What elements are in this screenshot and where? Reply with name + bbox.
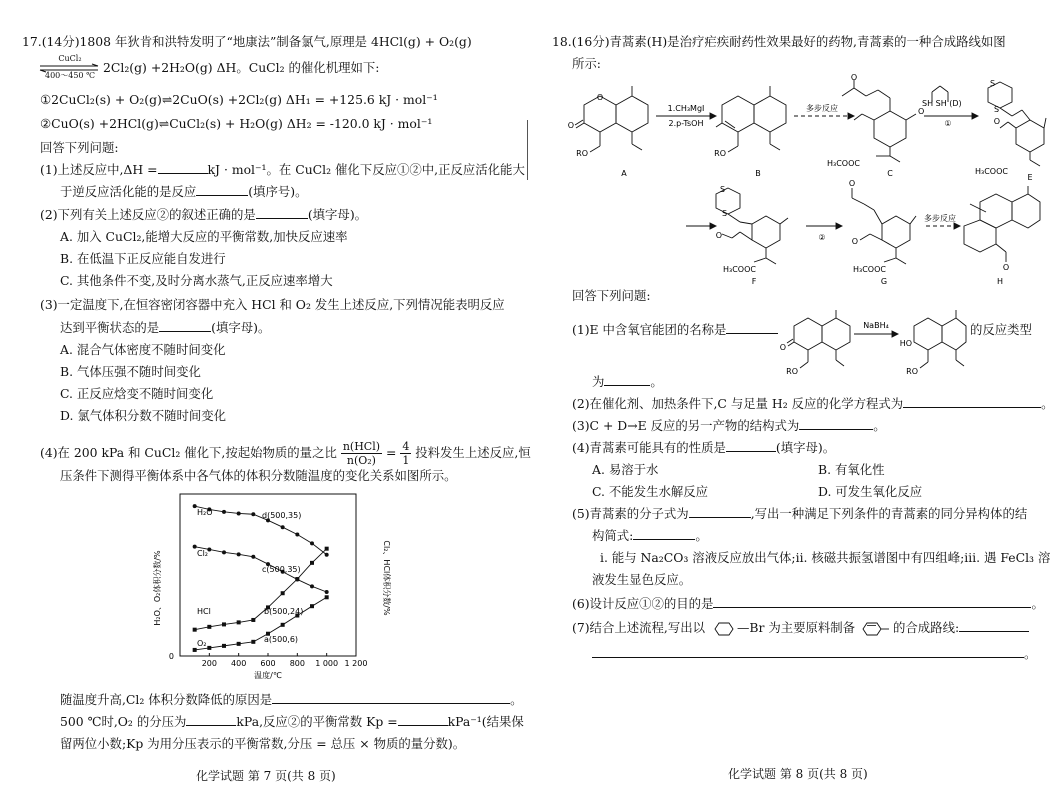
q18-part5-conditions-2: 液发生显色反应。 (592, 572, 692, 587)
answer-blank (604, 375, 650, 386)
q18-7-text-b: —Br 为主要原料制备 (736, 620, 856, 635)
answer-blank (726, 441, 776, 452)
data-point (325, 590, 329, 594)
data-point (325, 595, 329, 599)
oxygen-label: O (715, 231, 722, 240)
oxygen-label: O (848, 179, 856, 188)
answer-blank (592, 647, 1024, 658)
q17-part4-line4 (60, 714, 524, 731)
data-point (310, 604, 314, 608)
answer-blank (959, 621, 1029, 632)
mechanism-equation-2: ②CuO(s) +2HCl(g)⇌CuCl₂(s) + H₂O(g) ΔH₂ = -120.0 kJ · mol⁻¹ (40, 116, 433, 131)
y-axis-label-right: Cl₂、HCl体积分数/% (382, 540, 391, 616)
sulfur-label: S (994, 105, 1000, 114)
ratio-numerator: 4 (402, 440, 410, 453)
oxygen-label: O (596, 93, 604, 102)
option-C: C. 正反应焓变不随时间变化 (60, 386, 214, 401)
ester-label: H₃COOC (827, 159, 860, 168)
reagent-ch3mgi: 1.CH₃MgI (667, 104, 705, 113)
x-tick-label: 400 (231, 659, 247, 668)
q18-heading: 18.(16分)青蒿素(H)是治疗疟疾耐药性效果最好的药物,青蒿素的一种合成路线如图 (552, 34, 1006, 49)
x-tick-label: 600 (260, 659, 276, 668)
data-point (295, 533, 299, 537)
data-point (222, 622, 226, 626)
q18-1-text-a: (1)E 中含氧官能团的名称是 (572, 322, 727, 337)
reagent-nabh4: NaBH₄ (863, 321, 889, 330)
label-C: C (887, 169, 893, 178)
answer-blank (713, 597, 1031, 608)
oxygen-label: O (993, 117, 1000, 126)
q17-part4-line3: 随温度升高,Cl₂ 体积分数降低的原因是 。 (60, 692, 523, 707)
option-A: A. 加入 CuCl₂,能增大反应的平衡常数,加快反应速率 (60, 229, 348, 244)
q18-heading-2: 所示: (572, 56, 601, 71)
answer-blank (158, 163, 208, 174)
data-point (222, 550, 226, 554)
answer-blank (726, 323, 778, 334)
option-D: D. 可发生氧化反应 (818, 484, 923, 499)
data-point (310, 584, 314, 588)
q18-part5-line1 (572, 506, 1027, 523)
data-point (207, 625, 211, 629)
oxygen-label: O (851, 237, 858, 246)
data-point (295, 577, 299, 581)
q17-3-tail: (填字母)。 (211, 320, 271, 335)
q18-7-text-c: 的合成路线: (893, 620, 960, 635)
q18-2-text: (2)在催化剂、加热条件下,C 与足量 H₂ 反应的化学方程式为 (572, 396, 904, 411)
step-1-marker: ① (944, 119, 952, 128)
oxygen-label: O (850, 73, 858, 82)
q17-part3-line1: (3)一定温度下,在恒容密闭容器中充入 HCl 和 O₂ 发生上述反应,下列情况能表明反应 (40, 297, 505, 312)
label-H: H (996, 277, 1004, 286)
option-B: B. 在低温下正反应能自发进行 (60, 251, 226, 266)
molecule-H (964, 186, 1040, 262)
q18-part6: (6)设计反应①②的目的是 。 (572, 596, 1044, 611)
sulfur-label: S (722, 209, 728, 218)
q17-4-text-b: 投料发生上述反应,恒 (415, 445, 531, 461)
data-point (207, 646, 211, 650)
data-point (251, 512, 255, 516)
q18-5-text-a: (5)青蒿素的分子式为 (572, 506, 689, 521)
ro-label: RO (714, 149, 726, 158)
q17-part4-line5: 留两位小数;Kp 为用分压表示的平衡常数,分压 = 总压 × 物质的量分数)。 (60, 736, 466, 751)
option-A: A. 易溶于水 (592, 462, 659, 477)
series-line-1 (195, 547, 327, 592)
temperature-condition: 400～450 ℃ (44, 71, 96, 80)
answer-blank (196, 185, 248, 196)
q18-4-text: (4)青蒿素可能具有的性质是 (572, 440, 726, 455)
q17-part3-line2 (60, 320, 270, 337)
q18-part7 (572, 620, 1029, 637)
label-B: B (755, 169, 761, 178)
oxygen-label: O (567, 121, 574, 130)
answer-blank (689, 507, 751, 518)
q17-part4-line1 (40, 440, 531, 467)
series-label-cl2: Cl₂ (197, 549, 209, 558)
molecule-C (842, 80, 916, 162)
q17-part1-line2 (60, 184, 308, 201)
q18-5-text-c: 构简式: (592, 528, 634, 543)
q18-4-tail: (填字母)。 (775, 440, 836, 455)
answer-prompt: 回答下列问题: (40, 140, 119, 155)
q17-part4-line2: 压条件下测得平衡体系中各气体的体积分数随温度的变化关系如图所示。 (60, 468, 457, 483)
series-label-hcl: HCl (197, 607, 211, 616)
hydroxyl-label: HO (899, 339, 912, 348)
label-A: A (621, 169, 627, 178)
q18-1-text-c: 为 (592, 374, 605, 389)
answer-blank (186, 715, 236, 726)
equilibrium-chart (140, 488, 400, 680)
q18-6-text: (6)设计反应①②的目的是 (572, 596, 714, 611)
y-axis-label-left: H₂O、O₂体积分数/% (153, 550, 162, 626)
answer-blank (159, 321, 211, 332)
option-A: A. 混合气体密度不随时间变化 (60, 342, 226, 357)
data-point (237, 642, 241, 646)
point-label-c: c(500,35) (262, 565, 301, 574)
cyclohexyl-ring-icon (709, 621, 737, 637)
q18-part4 (572, 440, 835, 457)
step-2-marker: ② (818, 233, 826, 242)
data-point (237, 552, 241, 556)
label-E: E (1027, 173, 1033, 182)
answer-blank (903, 397, 1041, 408)
q17-1-text-b: kJ · mol⁻¹。在 CuCl₂ 催化下反应①②中,正反应活化能大 (207, 162, 525, 177)
option-B: B. 有氧化性 (818, 462, 885, 477)
fraction (341, 440, 382, 467)
ester-label: H₃COOC (723, 265, 756, 274)
q17-4-text-e1: 500 ℃时,O₂ 的分压为 (60, 714, 187, 729)
q18-part7-line2: 。 (592, 646, 1036, 663)
left-page-footer: 化学试题 第 7 页(共 8 页) (196, 769, 336, 783)
data-point (310, 561, 314, 565)
ratio-fraction (400, 440, 411, 467)
q17-1-text-a: (1)上述反应中,ΔH = (40, 162, 158, 177)
data-point (281, 591, 285, 595)
q18-7-text-a: (7)结合上述流程,写出以 (572, 620, 706, 635)
data-point (193, 628, 197, 632)
ratio-denominator: 1 (402, 454, 410, 468)
x-axis-label: 温度/℃ (254, 671, 282, 680)
series-line-0 (195, 506, 327, 555)
q17-4-text-e3: kPa⁻¹(结果保 (447, 714, 524, 729)
page-fold-line (527, 120, 528, 180)
molecule-A (575, 86, 648, 152)
q18-part5-line2: 构简式: 。 (592, 528, 708, 543)
q17-heading: 17.(14分)1808 年狄肯和洪特发明了“地康法”制备氯气,原理是 4HCl(g) + O₂(g) (22, 34, 472, 49)
point-label-b: b(500,24) (264, 607, 304, 616)
x-tick-label: 800 (289, 659, 305, 668)
data-point (222, 510, 226, 514)
multi-step-label: 多步反应 (924, 214, 956, 223)
ro-label: RO (906, 367, 918, 376)
q17-3-text: 达到平衡状态的是 (60, 320, 160, 335)
cyclohexene-ring-icon (859, 621, 893, 637)
right-page-footer: 化学试题 第 8 页(共 8 页) (728, 767, 868, 781)
data-point (251, 618, 255, 622)
y-tick-zero: 0 (168, 652, 174, 661)
q18-part1-line2 (592, 374, 663, 391)
option-C: C. 其他条件不变,及时分离水蒸气,正反应速率增大 (60, 273, 333, 288)
ro-label: RO (576, 149, 588, 158)
point-label-d: d(500,35) (262, 511, 302, 520)
data-point (281, 525, 285, 529)
q18-part3: (3)C + D→E 反应的另一产物的结构式为 。 (572, 418, 886, 433)
option-D: D. 氯气体积分数不随时间变化 (60, 408, 227, 423)
data-point (222, 644, 226, 648)
data-point (281, 623, 285, 627)
q17-2-text: (2)下列有关上述反应②的叙述正确的是 (40, 207, 256, 222)
q18-1-text-b: 的反应类型 (970, 322, 1032, 337)
synthesis-route-diagram (560, 73, 1048, 286)
reagent-tsoh: 2.p-TsOH (668, 119, 704, 128)
answer-blank (256, 208, 308, 219)
q18-3-text: (3)C + D→E 反应的另一产物的结构式为 (572, 418, 800, 433)
oxygen-label: O (918, 107, 925, 116)
answer-prompt: 回答下列问题: (572, 288, 651, 303)
molecule-F (716, 188, 788, 264)
answer-blank (398, 715, 448, 726)
equals-sign: = (385, 445, 397, 461)
data-point (310, 541, 314, 545)
point-label-a: a(500,6) (264, 635, 299, 644)
option-B: B. 气体压强不随时间变化 (60, 364, 201, 379)
series-line-3 (195, 597, 327, 650)
label-G: G (880, 277, 888, 286)
answer-blank (799, 419, 873, 430)
oxygen-label: O (1002, 263, 1010, 272)
q17-4-text-a: (4)在 200 kPa 和 CuCl₂ 催化下,按起始物质的量之比 (40, 445, 337, 461)
q18-5-text-b: ,写出一种满足下列条件的青蒿素的同分异构体的结 (750, 506, 1028, 521)
ester-label: H₃COOC (853, 265, 886, 274)
option-C: C. 不能发生水解反应 (592, 484, 709, 499)
oxygen-label: O (779, 343, 786, 352)
nabh4-reduction-diagram (780, 304, 968, 384)
x-tick-label: 1 000 (315, 659, 339, 668)
series-label-o2: O₂ (197, 639, 207, 648)
ester-label: H₃COOC (975, 167, 1008, 176)
q17-2-tail: (填字母)。 (307, 207, 368, 222)
molecule-G (852, 188, 916, 264)
data-point (237, 511, 241, 515)
sulfur-label: S (720, 185, 726, 194)
q17-part2 (40, 207, 367, 224)
ro-label: RO (786, 367, 798, 376)
fraction-denominator: n(O₂) (346, 454, 376, 468)
data-point (193, 648, 197, 652)
x-tick-label: 200 (201, 659, 217, 668)
catalyst-label: CuCl₂ (58, 54, 82, 63)
q18-1-text-d: 。 (650, 374, 663, 389)
reagent-d: SH SH (D) (922, 99, 962, 108)
label-F: F (751, 277, 757, 286)
x-tick-label: 1 200 (344, 659, 368, 668)
data-point (325, 547, 329, 551)
q17-1-text-d: (填序号)。 (248, 184, 308, 199)
q18-part2: (2)在催化剂、加热条件下,C 与足量 H₂ 反应的化学方程式为 。 (572, 396, 1054, 411)
mechanism-equation-1: ①2CuCl₂(s) + O₂(g)⇌2CuO(s) +2Cl₂(g) ΔH₁ = +125.6 kJ · mol⁻¹ (40, 92, 438, 107)
main-equation-products: 2Cl₂(g) +2H₂O(g) ΔH。CuCl₂ 的催化机理如下: (103, 60, 380, 75)
q18-part5-conditions: ⅰ. 能与 Na₂CO₃ 溶液反应放出气体;ⅱ. 核磁共振氢谱图中有四组峰;ⅲ. 遇 FeCl₃ 溶 (600, 550, 1051, 565)
answer-blank (272, 693, 510, 704)
multi-step-label: 多步反应 (806, 104, 838, 113)
q18-part1 (572, 322, 778, 339)
series-label-h2o: H₂O (197, 508, 213, 517)
answer-blank (633, 529, 695, 540)
q17-part1-line1 (40, 162, 525, 179)
data-point (325, 553, 329, 557)
fraction-numerator: n(HCl) (342, 440, 381, 453)
q17-4-text-d: 随温度升高,Cl₂ 体积分数降低的原因是 (60, 692, 273, 707)
data-point (251, 555, 255, 559)
sulfur-label: S (990, 79, 996, 88)
data-point (251, 640, 255, 644)
molecule-B (716, 86, 786, 152)
q17-4-text-e2: kPa,反应②的平衡常数 Kp = (236, 714, 398, 729)
q17-1-text-c: 于逆反应活化能的是反应 (60, 184, 197, 199)
data-point (237, 620, 241, 624)
